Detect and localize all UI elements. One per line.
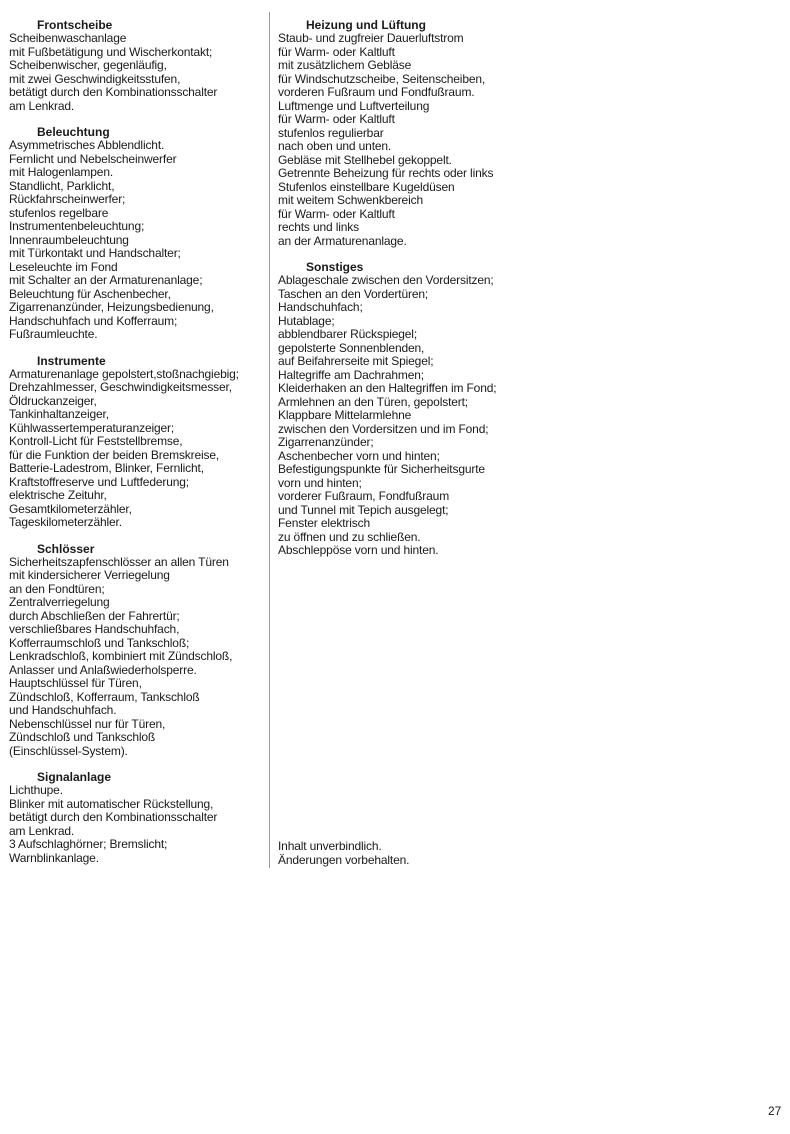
text-line: Handschuhfach und Kofferraum; [9, 313, 178, 328]
text-line: für Warm- oder Kaltluft [278, 206, 395, 221]
text-line: Staub- und zugfreier Dauerluftstrom [278, 31, 464, 45]
section-instrumente [9, 354, 264, 530]
text-line: stufenlos regulierbar [278, 125, 384, 140]
section-schloesser [9, 542, 264, 759]
text-line: Scheibenwaschanlage [9, 31, 127, 45]
section-heading: Instrumente [37, 353, 106, 368]
section-body [278, 32, 528, 248]
text-line: Öldruckanzeiger, [9, 393, 97, 408]
text-line: mit kindersicherer Verriegelung [9, 568, 170, 582]
text-line: für die Funktion der beiden Bremskreise, [9, 447, 220, 462]
text-line: Befestigungspunkte für Sicherheitsgurte [278, 462, 485, 476]
page-number: 27 [768, 1104, 782, 1118]
section-frontscheibe [9, 18, 264, 113]
text-line: Abschleppöse vorn und hinten. [278, 543, 439, 557]
column-divider [269, 12, 270, 868]
text-line: am Lenkrad. [9, 823, 75, 838]
text-line: Änderungen vorbehalten. [278, 852, 410, 867]
text-line: mit zusätzlichem Gebläse [278, 58, 412, 72]
text-line: Stufenlos einstellbare Kugeldüsen [278, 179, 455, 194]
text-line: Nebenschlüssel nur für Türen, [9, 716, 166, 731]
section-beleuchtung [9, 125, 264, 342]
section-sonstiges [278, 260, 528, 558]
text-line: Asymmetrisches Abblendlicht. [9, 138, 165, 152]
text-line: Zigarrenanzünder, Heizungsbedienung, [9, 300, 214, 314]
text-line: an den Fondtüren; [9, 581, 105, 596]
text-line: Fenster elektrisch [278, 516, 370, 530]
text-line: Hauptschlüssel für Türen, [9, 676, 142, 690]
text-line: nach oben und unten. [278, 139, 392, 153]
text-line: Innenraumbeleuchtung [9, 232, 129, 247]
text-line: Fußraumleuchte. [9, 327, 98, 341]
disclaimer-note [278, 840, 409, 867]
text-line: Kühlwassertemperaturanzeiger; [9, 420, 175, 435]
text-line: betätigt durch den Kombinationsschalter [9, 810, 218, 824]
text-line: Sicherheitszapfenschlösser an allen Türen [9, 554, 229, 569]
text-line: Drehzahlmesser, Geschwindigkeitsmesser, [9, 380, 232, 394]
text-line: Batterie-Ladestrom, Blinker, Fernlicht, [9, 461, 204, 475]
text-line: vorderen Fußraum und Fondfußraum. [278, 85, 475, 99]
text-line: Gesamtkilometerzähler, [9, 501, 132, 516]
section-heading: Schlösser [37, 541, 95, 556]
text-line: für Warm- oder Kaltluft [278, 112, 395, 126]
text-line: Rückfahrscheinwerfer; [9, 192, 126, 206]
text-line: Aschenbecher vorn und hinten; [278, 448, 440, 463]
text-line: Warnblinkanlage. [9, 850, 99, 865]
text-line: Gebläse mit Stellhebel gekoppelt. [278, 152, 452, 167]
text-line: Kofferraumschloß und Tankschloß; [9, 635, 190, 650]
section-body [9, 784, 264, 865]
left-column [9, 18, 264, 877]
text-line: Scheibenwischer, gegenläufig, [9, 58, 167, 72]
text-line: gepolsterte Sonnenblenden, [278, 340, 425, 355]
text-line: betätigt durch den Kombinationsschalter [9, 85, 218, 99]
text-line: Tageskilometerzähler. [9, 515, 122, 529]
text-line: an der Armaturenanlage. [278, 233, 407, 248]
text-line: Instrumentenbeleuchtung; [9, 219, 145, 233]
text-line: Anlasser und Anlaßwiederholsperre. [9, 662, 197, 677]
text-line: vorderer Fußraum, Fondfußraum [278, 489, 450, 503]
text-line: Inhalt unverbindlich. [278, 839, 382, 853]
section-body [9, 32, 264, 113]
text-line: am Lenkrad. [9, 98, 75, 113]
section-heading: Sonstiges [306, 260, 364, 274]
section-heading: Beleuchtung [37, 125, 110, 139]
section-body [9, 368, 264, 530]
text-line: für Warm- oder Kaltluft [278, 44, 395, 59]
text-line: Armlehnen an den Türen, gepolstert; [278, 394, 468, 409]
text-line: Kleiderhaken an den Haltegriffen im Fond; [278, 381, 497, 395]
section-body [278, 274, 528, 558]
text-line: Haltegriffe am Dachrahmen; [278, 367, 424, 382]
section-heading: Heizung und Lüftung [306, 18, 426, 32]
right-column [278, 18, 528, 570]
section-heizung-und-lueftung [278, 18, 528, 248]
section-body [9, 139, 264, 342]
text-line: 3 Aufschlaghörner; Bremslicht; [9, 837, 168, 851]
text-line: stufenlos regelbare [9, 205, 109, 220]
section-heading: Signalanlage [37, 770, 112, 784]
text-line: zu öffnen und zu schließen. [278, 529, 421, 544]
text-line: mit Schalter an der Armaturenanlage; [9, 273, 203, 287]
text-line: Lenkradschloß, kombiniert mit Zündschloß, [9, 649, 233, 663]
text-line: (Einschlüssel-System). [9, 743, 128, 758]
section-signalanlage [9, 770, 264, 865]
section-heading: Frontscheibe [37, 18, 113, 32]
text-line: Tankinhaltanzeiger, [9, 407, 109, 421]
section-body [9, 556, 264, 759]
text-line: Kontroll-Licht für Feststellbremse, [9, 434, 183, 448]
text-line: Standlicht, Parklicht, [9, 178, 115, 193]
text-line: abblendbarer Rückspiegel; [278, 327, 418, 341]
text-line: mit Halogenlampen. [9, 165, 114, 179]
text-line: elektrische Zeituhr, [9, 488, 107, 502]
text-line: Taschen an den Vordertüren; [278, 286, 429, 301]
text-line: Leseleuchte im Fond [9, 259, 118, 274]
text-line: Ablageschale zwischen den Vordersitzen; [278, 273, 494, 287]
text-line: Zigarrenanzünder; [278, 435, 374, 449]
text-line: Luftmenge und Luftverteilung [278, 98, 430, 113]
text-line: Getrennte Beheizung für rechts oder links [278, 166, 494, 180]
text-line: Beleuchtung für Aschenbecher, [9, 286, 171, 301]
text-line: für Windschutzscheibe, Seitenscheiben, [278, 71, 486, 86]
text-line: Handschuhfach; [278, 300, 363, 314]
text-line: und Handschuhfach. [9, 703, 117, 717]
text-line: Armaturenanlage gepolstert,stoßnachgiebig; [9, 366, 239, 381]
text-line: auf Beifahrerseite mit Spiegel; [278, 354, 434, 368]
text-line: durch Abschließen der Fahrertür; [9, 608, 180, 623]
text-line: mit Türkontakt und Handschalter; [9, 246, 181, 260]
text-line: verschließbares Handschuhfach, [9, 622, 180, 636]
text-line: Zündschloß, Kofferraum, Tankschloß [9, 689, 200, 704]
text-line: mit Fußbetätigung und Wischerkontakt; [9, 44, 213, 59]
text-line: Lichthupe. [9, 783, 63, 797]
text-line: und Tunnel mit Tepich ausgelegt; [278, 502, 449, 517]
text-line: rechts und links [278, 220, 359, 234]
text-line: mit zwei Geschwindigkeitsstufen, [9, 71, 181, 86]
text-line: mit weitem Schwenkbereich [278, 193, 423, 207]
text-line: Blinker mit automatischer Rückstellung, [9, 796, 214, 811]
text-line: Zentralverriegelung [9, 595, 110, 609]
text-line: Hutablage; [278, 313, 335, 328]
text-line: Zündschloß und Tankschloß [9, 730, 156, 744]
text-line: zwischen den Vordersitzen und im Fond; [278, 421, 489, 436]
text-line: vorn und hinten; [278, 475, 362, 490]
text-line: Klappbare Mittelarmlehne [278, 408, 412, 422]
text-line: Kraftstoffreserve und Luftfederung; [9, 474, 189, 489]
text-line: Fernlicht und Nebelscheinwerfer [9, 151, 177, 166]
